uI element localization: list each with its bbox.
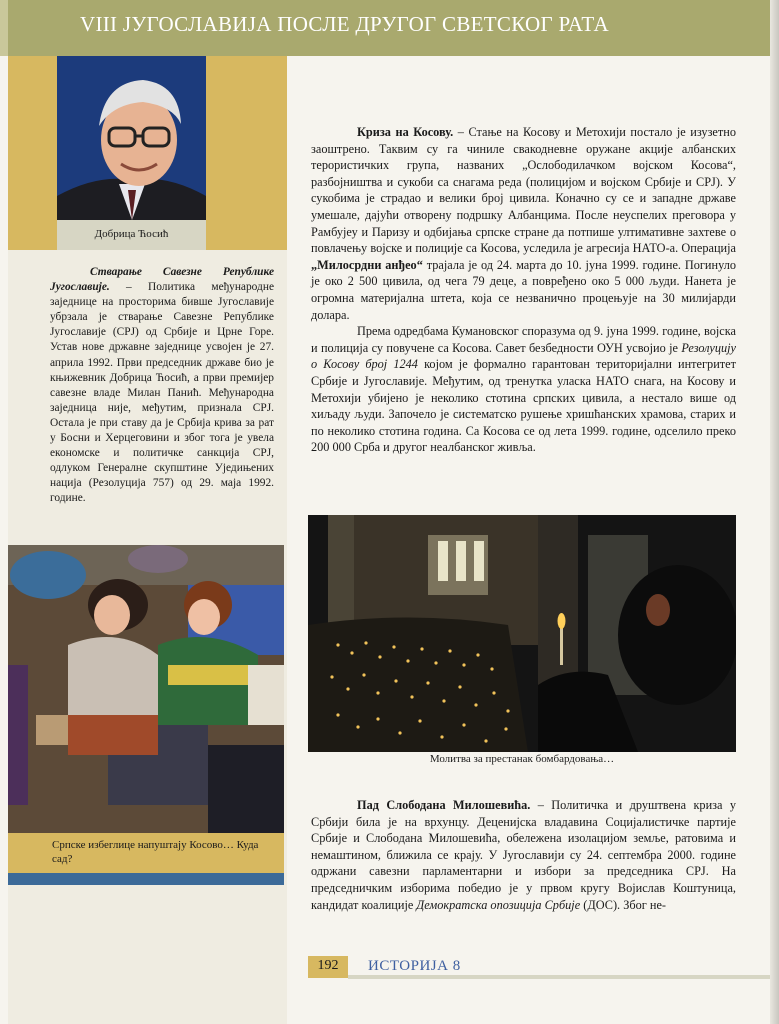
page-number: 192 bbox=[317, 958, 339, 973]
accent-bar bbox=[8, 873, 284, 885]
prayer-photo bbox=[308, 515, 736, 752]
kosovo-heading: Криза на Косову. bbox=[357, 125, 454, 139]
coalition-name: Демократска опозиција Србије bbox=[416, 897, 581, 912]
milosevic-text-a: – Политичка и друштвена криза у Србији била је на врхунцу. Деценијска владавина Социјалистичке партије Србије и Слободана Милошевића, обележена изолацијом земље, ратовима и немаштином, ближила се крају. У Југославији су 24. септембра 2000. године одржани савезни парламентарни и избори за председника СРЈ. На председничким изборима победио је у првом кругу Војислав Коштуница, кандидат коалиције bbox=[311, 798, 736, 912]
portrait-image bbox=[57, 56, 206, 220]
kosovo-text-1b: трајала је од 24. марта до 10. јуна 1999. године. Погинуло је око 2 500 цивила, од чега 79 деце, а повређено око 5 000 људи. Нанета је огромна материјална штета, која се незванично процењује на 30 милијарди долара. bbox=[311, 257, 736, 322]
chapter-header bbox=[0, 0, 779, 56]
book-title: ИСТОРИЈА 8 bbox=[368, 958, 461, 974]
caption-frame bbox=[206, 220, 287, 250]
left-body: – Политика међународне заједнице на просторима бивше Југославије убрзала је стварање Савезне Републике Југославије (СРЈ) од Србије и Црне Горе. Устав нове државне заједнице усвојен је 27. априла 1992. Први председник државе био је књижевник Добрица Ћосић, а први премијер савезне владе Милан Панић. Међународна заједница није, међутим, признала СРЈ. Остала је при ставу да је Србија крива за рат у Босни и Херцеговини и због тога је увела економске и политичке санкција СРЈ, одлуком Генералне скупштине Уједињених нација (Резолуција 757) од 29. маја 1992. године. bbox=[50, 281, 274, 505]
prayer-caption: Молитва за престанак бомбардовања… bbox=[429, 753, 615, 765]
milosevic-heading: Пад Слободана Милошевића. bbox=[357, 798, 531, 812]
kosovo-text-2b: којом је формално гарантован територијални интегритет Србије и Југославије. Међутим, од тренутка уласка НАТО снага, на Косову и Метохији убијено је неколико стотина српских цивила, а нестало више од хиљаду људи. Започело је систематско рушење хришћанских храмова, старих и по неколико стотина година. Са Косова се од лета 1999. године, одселило преко 200 000 Срба и другог неалбанског живља. bbox=[311, 357, 736, 455]
milosevic-article bbox=[311, 797, 736, 913]
left-heading: Стварање Савезне Републике Југославије. bbox=[50, 266, 274, 294]
portrait-caption: Добрица Ћосић bbox=[57, 220, 206, 250]
milosevic-text-b: (ДОС). Због не- bbox=[580, 897, 667, 912]
operation-name: „Милосрдни анђео“ bbox=[311, 257, 423, 272]
kosovo-text-2a: Према одредбама Кумановског споразума од 9. јуна 1999. године, војска и полиција су повучене са Косова. Савет безбедности ОУН усвојио је bbox=[311, 324, 736, 355]
chapter-title: VIII ЈУГОСЛАВИЈА ПОСЛЕ ДРУГОГ СВЕТСКОГ РАТА bbox=[80, 12, 609, 36]
portrait-photo bbox=[57, 56, 206, 220]
kosovo-text-1a: – Стање на Косову и Метохији постало је изузетно заоштрено. Таквим су га чиниле свакодневне оружане акције албанских терористичких група, названих „Ослободилачком војском Косова“, разбојништва и сукоби са снагама реда (полицијом и војском Србије и СРЈ). У сукобима је страдао и велики број цивила. Коначно су се и западне државе умешале, дајући отворену подршку Албанцима. После неуспелих преговора у Рамбујеу и Паризу и одбијања српске стране да потпише ултимативне захтеве о повлачењу војске и полиције са Косова, уследила је агресија НАТО-а. Операција bbox=[311, 125, 736, 256]
resolution-name: Резолуцију о Косову број 1244 bbox=[311, 340, 736, 372]
refugees-caption: Српске избеглице напуштају Косово… Куда сад? bbox=[52, 839, 259, 865]
refugees-photo bbox=[8, 545, 284, 833]
footer-bar bbox=[348, 975, 778, 979]
left-article bbox=[50, 265, 274, 507]
page-spine-shadow bbox=[770, 0, 779, 1024]
kosovo-article bbox=[311, 124, 736, 456]
prayer-image bbox=[308, 515, 736, 752]
header-edge bbox=[0, 0, 8, 56]
refugees-image bbox=[8, 545, 284, 833]
